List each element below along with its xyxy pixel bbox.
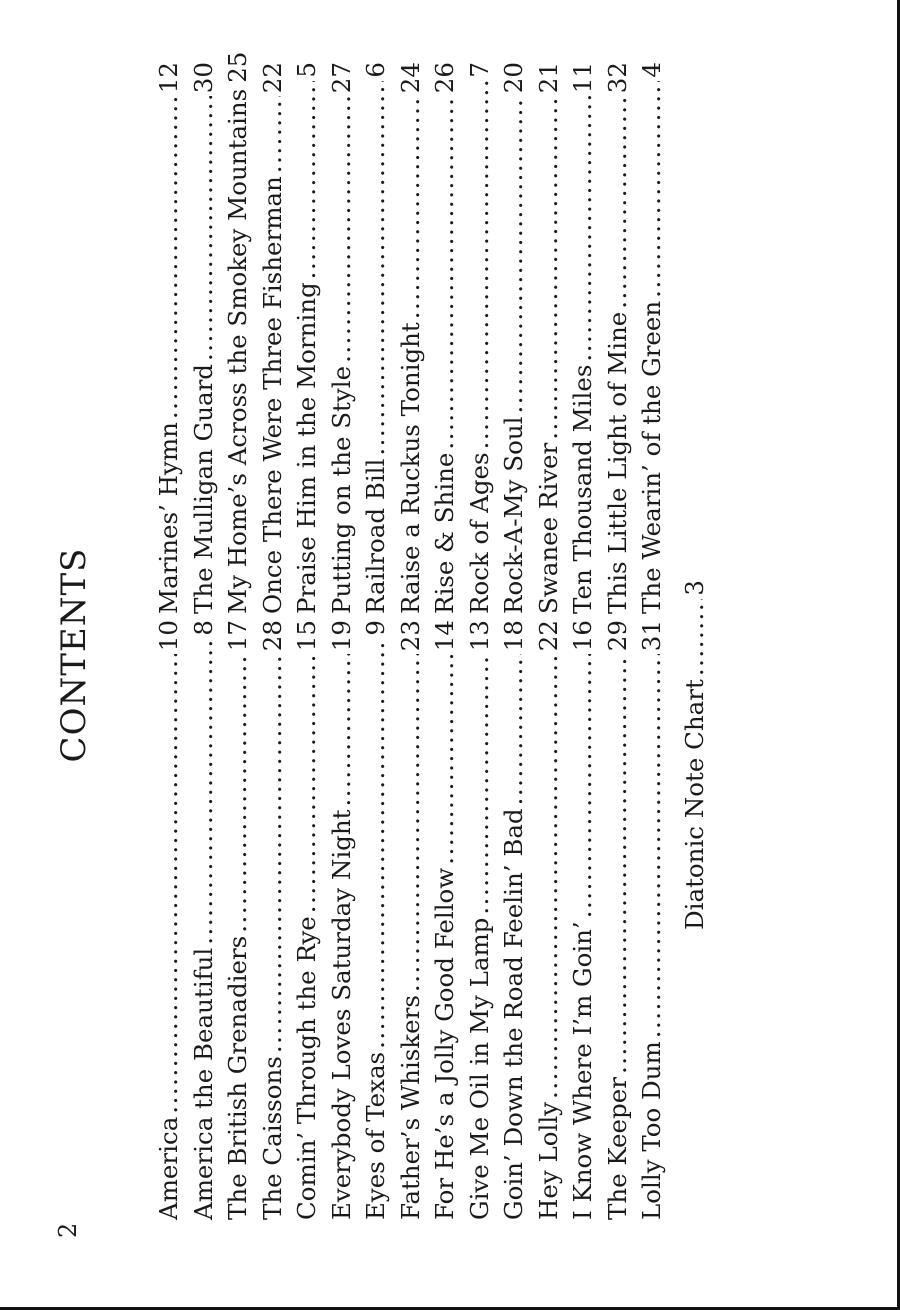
toc-entry-title: Lolly Too Dum — [637, 1041, 666, 1220]
toc-entry[interactable] — [428, 620, 463, 1220]
toc-entry[interactable] — [221, 51, 256, 614]
leader-dots — [601, 654, 636, 1074]
leader-dots — [187, 96, 222, 361]
toc-entry[interactable] — [497, 62, 532, 614]
toc-entry-page: 31 — [637, 620, 666, 652]
toc-entry[interactable] — [635, 62, 670, 614]
toc-entry-page: 26 — [430, 62, 459, 94]
toc-entry[interactable] — [290, 62, 325, 614]
toc-entry[interactable] — [463, 620, 498, 1220]
toc-entry-page: 3 — [680, 580, 709, 596]
toc-entry-page: 15 — [292, 620, 321, 652]
toc-entry-page: 17 — [223, 620, 252, 652]
toc-entry-title: The Wearin’ of the Green — [637, 300, 666, 614]
toc-entry[interactable] — [221, 620, 256, 1220]
toc-entry[interactable] — [532, 62, 567, 614]
toc-entry-title: Comin’ Through the Rye — [292, 916, 321, 1220]
leader-dots — [428, 96, 463, 449]
leader-dots — [325, 96, 360, 363]
toc-entry-title: Father’s Whiskers — [395, 995, 425, 1220]
toc-entry-title: Raise a Ruckus Tonight — [395, 322, 425, 614]
toc-entry-title: Rock-A-My Soul — [499, 416, 528, 614]
toc-entry[interactable] — [152, 620, 187, 1220]
leader-dots — [566, 96, 601, 361]
leader-dots — [256, 96, 291, 173]
toc-entry-page: 24 — [395, 62, 425, 94]
toc-entry[interactable] — [394, 620, 429, 1220]
page-title: CONTENTS — [54, 547, 94, 763]
toc-entry-title: Ten Thousand Miles — [568, 364, 597, 614]
toc-entry-page: 19 — [326, 620, 356, 652]
leader-dots — [152, 96, 187, 419]
leader-dots — [290, 81, 325, 280]
toc-entry[interactable] — [635, 620, 670, 1220]
toc-entry[interactable] — [256, 620, 291, 1220]
toc-entry[interactable] — [463, 62, 498, 614]
toc-entry-title: Hey Lolly — [533, 1101, 563, 1220]
toc-entry-page: 18 — [499, 620, 528, 652]
toc-entry-title: Everybody Loves Saturday Night — [326, 809, 356, 1220]
toc-entry-title: Swanee River — [533, 442, 563, 614]
toc-entry[interactable] — [428, 62, 463, 614]
toc-entry-title: The Mulligan Guard — [188, 364, 218, 614]
toc-left-column — [152, 620, 670, 1220]
leader-dots — [497, 654, 532, 805]
leader-dots — [394, 654, 429, 992]
leader-dots — [359, 639, 394, 1049]
leader-dots — [532, 96, 567, 440]
leader-dots — [463, 81, 498, 450]
toc-entry-page: 10 — [154, 620, 183, 652]
toc-entry-title: Diatonic Note Chart — [680, 679, 709, 930]
toc-entry-page: 30 — [188, 62, 218, 94]
toc-entry-title: Railroad Bill — [361, 458, 390, 614]
toc-entry[interactable] — [394, 62, 429, 614]
toc-entry[interactable] — [566, 62, 601, 614]
toc-entry[interactable] — [532, 620, 567, 1220]
toc-entry-page: 25 — [223, 51, 252, 83]
toc-entry-page: 29 — [602, 620, 632, 652]
toc-entry-title: Goin’ Down the Road Feelin’ Bad — [499, 808, 528, 1220]
toc-entry-title: Marines’ Hymn — [154, 422, 183, 614]
leader-dots — [532, 654, 567, 1099]
toc-entry-title: The Keeper — [602, 1077, 632, 1220]
leader-dots — [635, 654, 670, 1038]
toc-right-column — [152, 51, 670, 614]
toc-entry[interactable] — [256, 62, 291, 614]
toc-entry-title: America — [154, 1116, 183, 1220]
leader-dots — [601, 96, 636, 309]
toc-entry[interactable] — [601, 620, 636, 1220]
leader-dots — [463, 654, 498, 914]
toc-entry[interactable] — [187, 62, 222, 614]
toc-entry-page: 5 — [292, 62, 321, 78]
leader-dots — [359, 81, 394, 456]
leader-dots — [325, 654, 360, 806]
toc-entry-page: 28 — [257, 620, 287, 652]
toc-entry-title: Eyes of Texas — [361, 1051, 390, 1220]
toc-entry[interactable] — [325, 620, 360, 1220]
leader-dots — [394, 96, 429, 319]
toc-entry-page: 20 — [499, 62, 528, 94]
leader-dots — [256, 654, 291, 1053]
toc-entry-title: Praise Him in the Morning — [292, 282, 321, 614]
toc-entry-title: I Know Where I’m Goin’ — [568, 921, 597, 1220]
toc-entry[interactable] — [187, 620, 222, 1220]
toc-entry-page: 22 — [533, 620, 563, 652]
toc-entry[interactable] — [152, 62, 187, 614]
toc-entry-title: Once There Were Three Fisherman — [257, 176, 287, 614]
toc-entry-page: 4 — [637, 62, 666, 78]
toc-entry-page: 23 — [395, 620, 425, 652]
leader-dots — [635, 81, 670, 298]
toc-entry-page: 6 — [361, 62, 390, 78]
toc-entry[interactable] — [325, 62, 360, 614]
toc-entry-page: 13 — [464, 620, 494, 652]
toc-entry[interactable] — [497, 620, 532, 1220]
leader-dots — [566, 654, 601, 918]
toc-entry-title: My Home’s Across the Smokey Mountains — [223, 88, 252, 614]
toc-entry-title: Rise & Shine — [430, 452, 459, 614]
toc-entry-title: America the Beautiful — [188, 947, 218, 1220]
toc-entry-title: The British Grenadiers — [223, 935, 252, 1220]
toc-entry-page: 27 — [326, 62, 356, 94]
toc-entry-title: Rock of Ages — [464, 452, 494, 614]
toc-entry-title: Putting on the Style — [326, 365, 356, 614]
toc-entry-note-chart[interactable] — [678, 580, 713, 930]
leader-dots — [428, 654, 463, 865]
toc-entry-page: 14 — [430, 620, 459, 652]
toc-entry-page: 32 — [602, 62, 632, 94]
toc-entry-page: 16 — [568, 620, 597, 652]
toc-entry-page: 12 — [154, 62, 183, 94]
leader-dots — [290, 654, 325, 913]
leader-dots — [678, 599, 713, 677]
leader-dots — [497, 96, 532, 413]
toc-entry-page: 11 — [568, 62, 597, 94]
toc-entry-title: Give Me Oil in My Lamp — [464, 917, 494, 1220]
toc-entry-page: 22 — [257, 62, 287, 94]
toc-entry[interactable] — [359, 62, 394, 614]
toc-entry-page: 9 — [361, 620, 390, 636]
toc-entry[interactable] — [601, 62, 636, 614]
toc-entry[interactable] — [566, 620, 601, 1220]
toc-entry-page: 7 — [464, 62, 494, 78]
leader-dots — [221, 654, 256, 933]
leader-dots — [152, 654, 187, 1114]
toc-entry-page: 8 — [188, 620, 218, 636]
toc-entry-title: This Little Light of Mine — [602, 311, 632, 614]
page-number: 2 — [54, 1222, 82, 1238]
toc-entry[interactable] — [359, 620, 394, 1220]
toc-entry[interactable] — [290, 620, 325, 1220]
toc-entry-title: For He’s a Jolly Good Fellow — [430, 867, 459, 1220]
leader-dots — [187, 639, 222, 945]
toc-entry-page: 21 — [533, 62, 563, 94]
toc-entry-title: The Caissons — [257, 1056, 287, 1220]
